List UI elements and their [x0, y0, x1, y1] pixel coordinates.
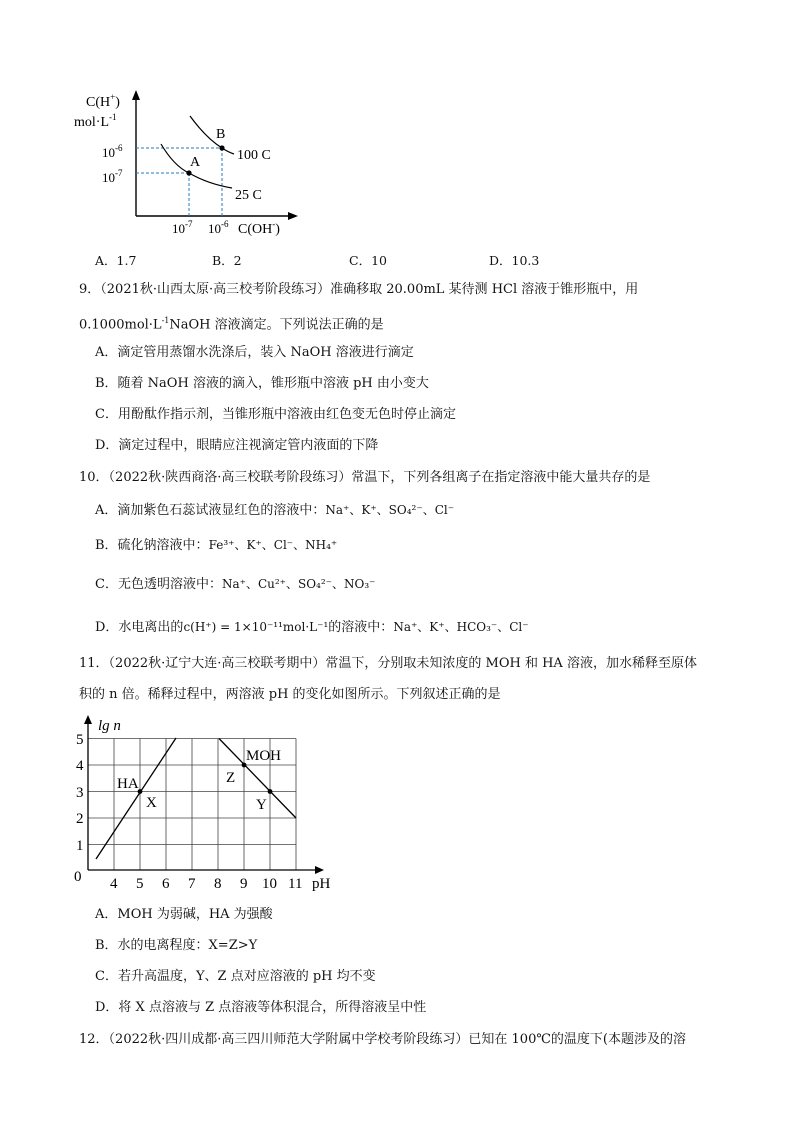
z-point-label: Z — [226, 770, 236, 786]
q9-stem-line1: 9．（2021秋·山西太原·高三校考阶段练习）准确移取 20.00mL 某待测 HCl 溶液于锥形瓶中，用 — [79, 282, 639, 297]
curve-100c-label: 100 C — [237, 148, 271, 163]
origin-label: 0 — [74, 869, 82, 885]
q11-option-a[interactable]: A．MOH 为弱碱，HA 为强酸 — [95, 907, 273, 922]
ion-product-figure — [60, 82, 320, 242]
x-axis-arrow — [288, 212, 298, 220]
ha-line — [96, 738, 176, 859]
x-point-label: X — [146, 795, 157, 811]
curve-25c-label: 25 C — [235, 188, 262, 203]
y-axis-label-line1: C(H+) — [86, 92, 120, 110]
q10-stem: 10．（2022秋·陕西商洛·高三校联考阶段练习）常温下，下列各组离子在指定溶液中能大量共存的是 — [79, 470, 651, 485]
x-axis-label: pH — [312, 876, 331, 892]
y-tick-4: 4 — [76, 758, 84, 774]
y-tick-1e-6: $10^{-6}$ — [102, 143, 123, 160]
q8-option-c[interactable]: C．10 — [349, 253, 387, 268]
point-a-label: A — [190, 155, 201, 170]
y-tick-5: 5 — [76, 732, 84, 748]
x-tick-9: 9 — [240, 876, 248, 892]
x-tick-8: 8 — [214, 876, 222, 892]
point-b-dot — [219, 145, 224, 150]
x-tick-7: 7 — [188, 876, 196, 892]
y-tick-3: 3 — [76, 785, 84, 801]
y-tick-2: 2 — [76, 811, 84, 827]
q9-option-d[interactable]: D．滴定过程中，眼睛应注视滴定管内液面的下降 — [95, 438, 379, 453]
q9-option-c[interactable]: C．用酚酞作指示剂，当锥形瓶中溶液由红色变无色时停止滴定 — [95, 407, 456, 422]
y-axis-label: lg n — [98, 718, 121, 734]
y-tick-1e-7: $10^{-7}$ — [102, 168, 123, 185]
q11-option-c[interactable]: C．若升高温度，Y、Z 点对应溶液的 pH 均不变 — [95, 969, 376, 984]
q11-stem-line1: 11．（2022秋·辽宁大连·高三校联考期中）常温下，分别取未知浓度的 MOH 和 HA 溶液，加水稀释至原体 — [79, 656, 697, 671]
moh-label: MOH — [246, 748, 282, 764]
q9-option-b[interactable]: B．随着 NaOH 溶液的滴入，锥形瓶中溶液 pH 由小变大 — [95, 376, 429, 391]
q11-option-b[interactable]: B．水的电离程度：X=Z>Y — [95, 938, 258, 953]
y-point-label: Y — [256, 797, 267, 813]
x-tick-11: 11 — [288, 876, 303, 892]
q8-option-d[interactable]: D．10.3 — [489, 253, 540, 268]
q8-option-a[interactable]: A．1.7 — [95, 253, 137, 268]
q8-option-b[interactable]: B．2 — [212, 253, 242, 268]
q12-stem: 12．（2022秋·四川成都·高三四川师范大学附属中学校考阶段练习）已知在 100℃的温度下(本题涉及的溶 — [79, 1032, 686, 1047]
q11-stem-line2: 积的 n 倍。稀释过程中，两溶液 pH 的变化如图所示。下列叙述正确的是 — [79, 687, 501, 702]
point-y-dot — [268, 789, 273, 794]
q9-stem-line2: $0.1000mol\cdot L^{-1}NaOH$ 溶液滴定。下列说法正确的是 — [79, 316, 384, 333]
q10-option-a[interactable]: A．滴加紫色石蕊试液显红色的溶液中：Na⁺、K⁺、SO₄²⁻、Cl⁻ — [95, 503, 455, 518]
q11-option-d[interactable]: D．将 X 点溶液与 Z 点溶液等体积混合，所得溶液呈中性 — [95, 1000, 427, 1015]
point-a-dot — [186, 170, 191, 175]
dilution-figure — [66, 712, 346, 897]
y-axis-label-line2: $mol\cdot L^{-1}$ — [74, 112, 117, 130]
x-tick-6: 6 — [162, 876, 170, 892]
x-axis-arrow — [315, 866, 324, 874]
y-axis-arrow — [132, 90, 140, 100]
y-tick-1: 1 — [76, 838, 84, 854]
point-b-label: B — [216, 127, 226, 142]
x-tick-1e-6: $10^{-6}$ — [208, 219, 229, 236]
x-tick-1e-7: $10^{-7}$ — [172, 219, 193, 236]
ha-label: HA — [117, 776, 139, 792]
y-axis-arrow — [84, 715, 92, 724]
q10-option-c[interactable]: C．无色透明溶液中：Na⁺、Cu²⁺、SO₄²⁻、NO₃⁻ — [95, 577, 376, 592]
q9-option-a[interactable]: A．滴定管用蒸馏水洗涤后，装入 NaOH 溶液进行滴定 — [95, 345, 414, 360]
q10-option-d[interactable]: D．水电离出的c(H⁺) = 1×10⁻¹¹mol·L⁻¹的溶液中：Na⁺、K⁺、HCO₃⁻、Cl⁻ — [95, 620, 529, 635]
x-tick-5: 5 — [136, 876, 144, 892]
q10-option-b[interactable]: B．硫化钠溶液中：Fe³⁺、K⁺、Cl⁻、NH₄⁺ — [95, 538, 338, 553]
x-axis-label: C(OH-) — [238, 219, 280, 237]
x-tick-10: 10 — [262, 876, 277, 892]
x-tick-4: 4 — [110, 876, 118, 892]
